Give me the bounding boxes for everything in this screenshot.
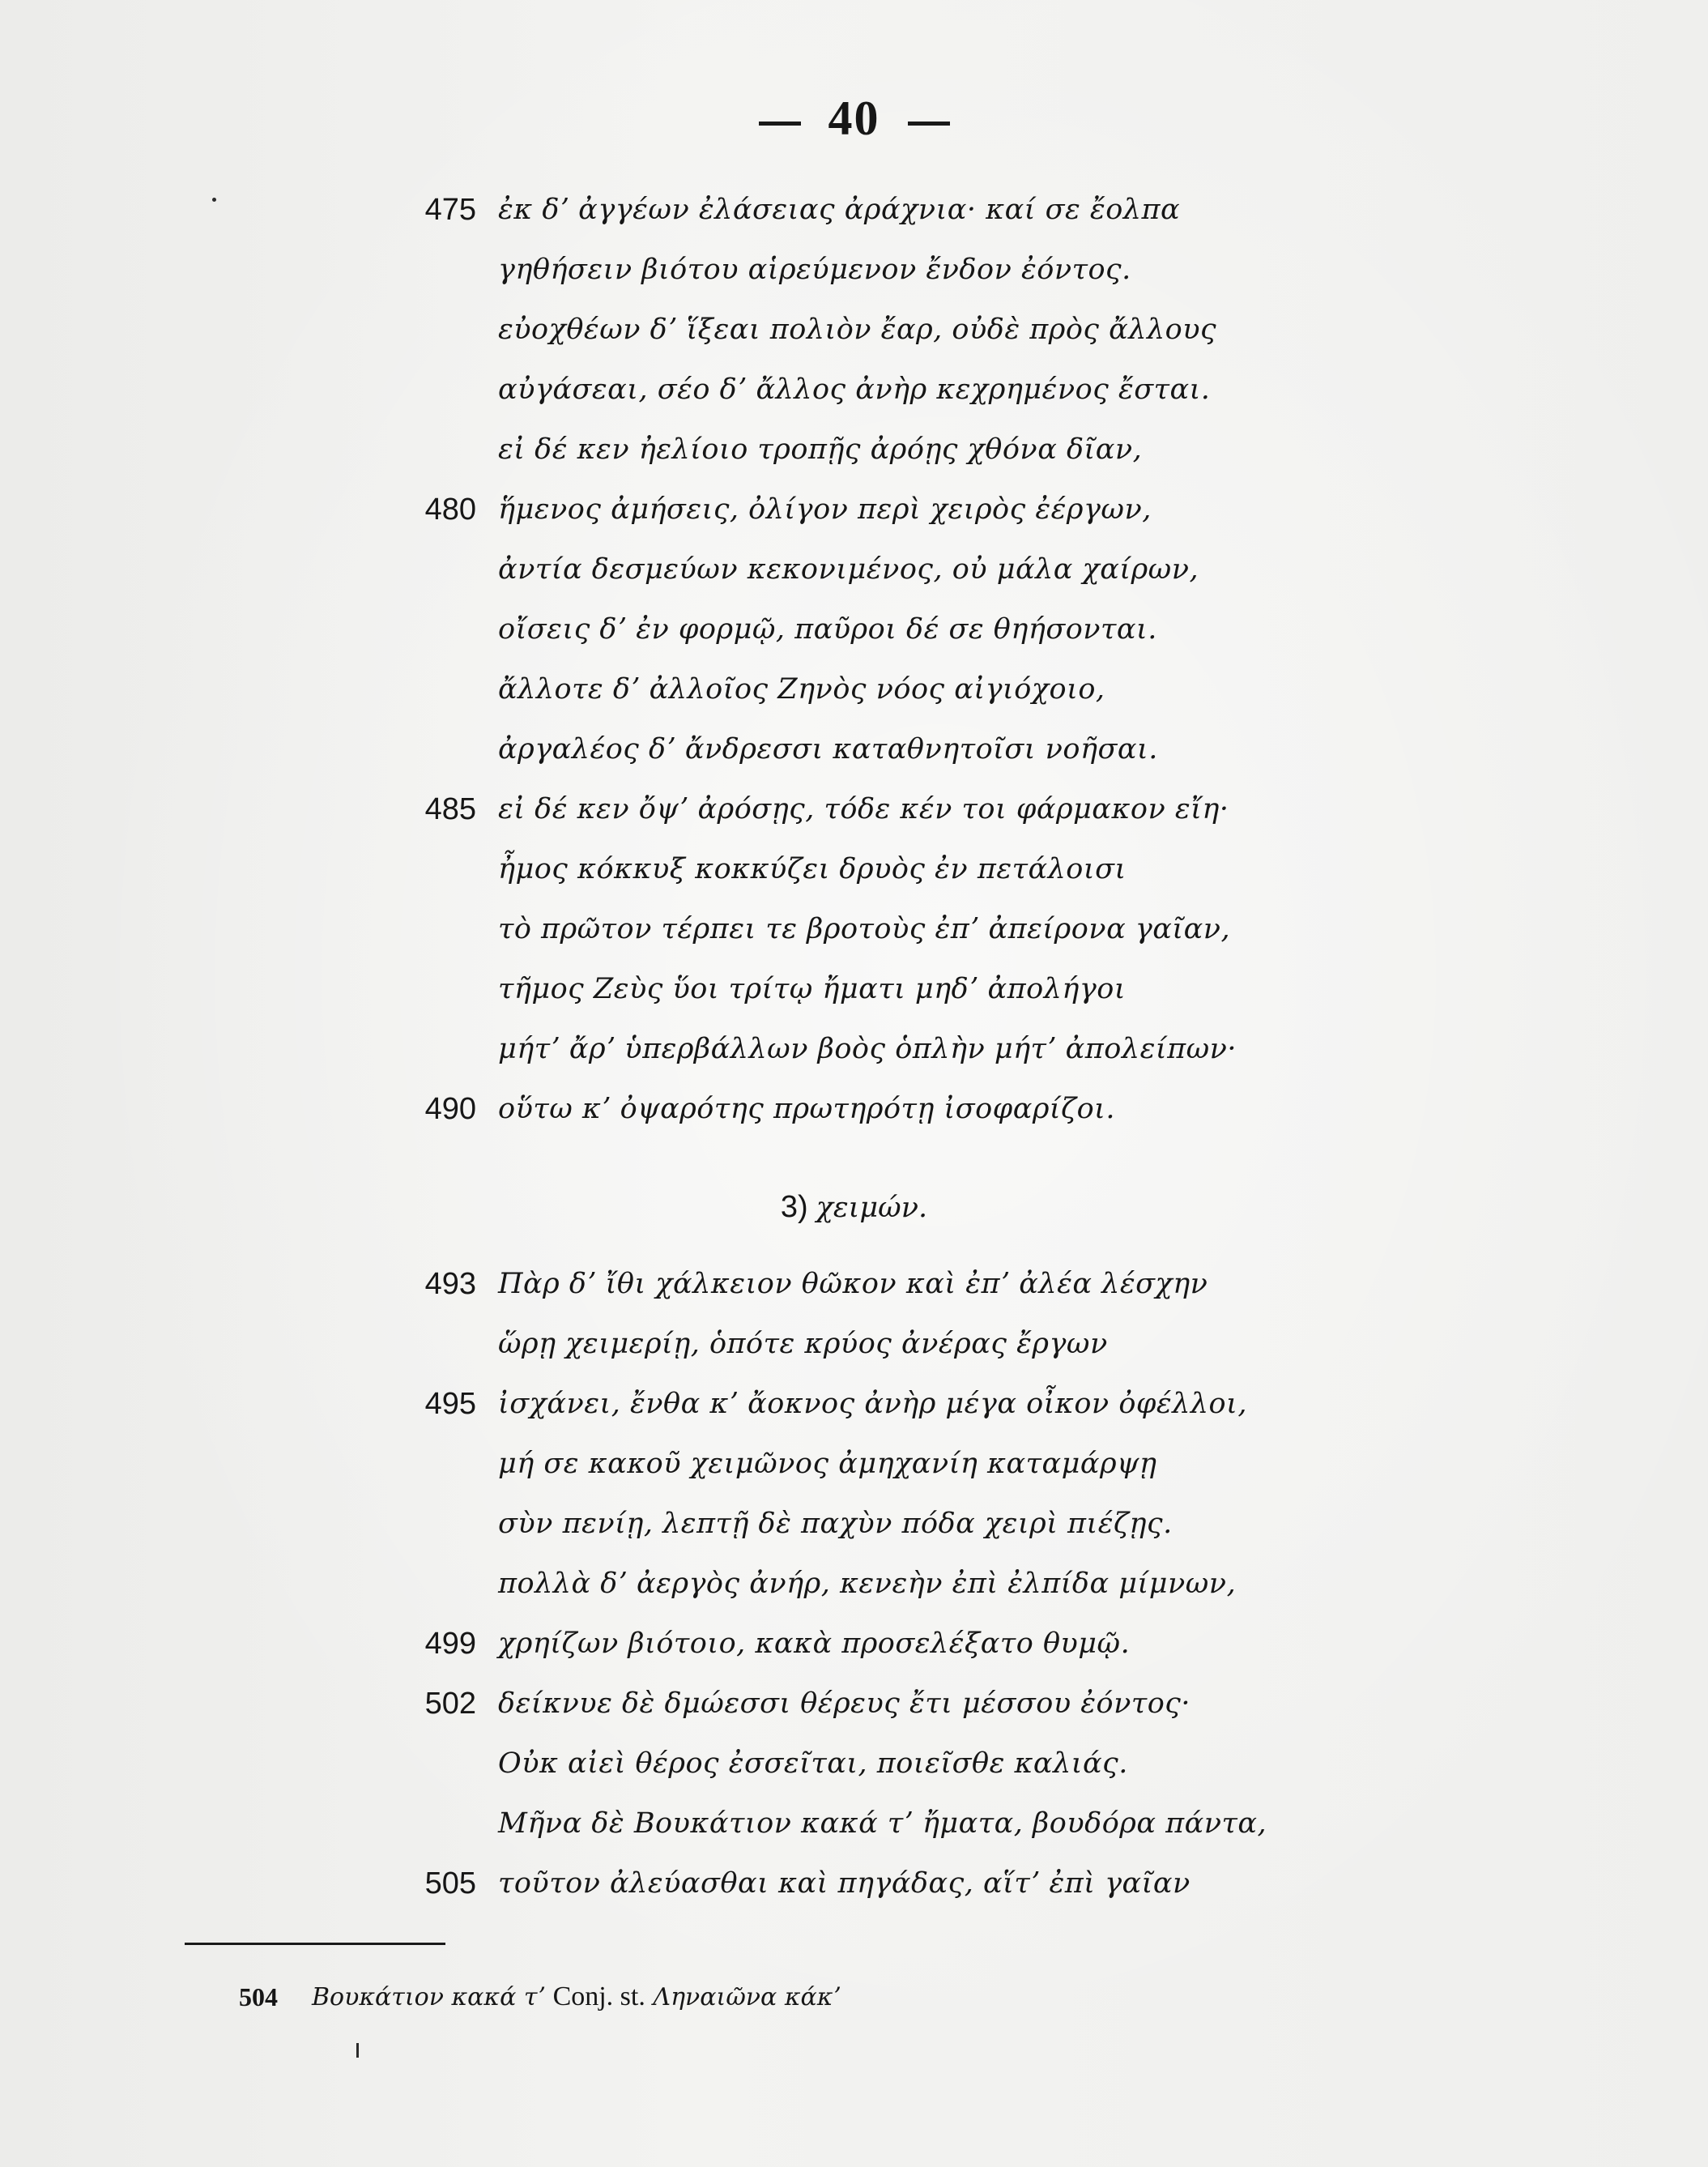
verse-text: ἦμος κόκκυξ κοκκύζει δρυὸς ἐν πετάλοισι xyxy=(498,853,1127,885)
verse-line xyxy=(0,601,1708,661)
verse-text: ἰσχάνει, ἔνθα κʼ ἄοκνος ἀνὴρ μέγα οἶκον ὀφέλλοι, xyxy=(498,1388,1247,1420)
verse-line xyxy=(0,961,1708,1021)
stray-ink-mark xyxy=(356,2043,359,2058)
verse-text: οἴσεις δʼ ἐν φορμῷ, παῦροι δέ σε θηήσονται. xyxy=(498,613,1157,646)
line-number: 485 xyxy=(424,792,476,826)
verse-line xyxy=(0,1555,1708,1615)
verse-text: Μῆνα δὲ Βουκάτιον κακά τʼ ἤματα, βουδόρα πάντα, xyxy=(498,1807,1267,1840)
verse-line xyxy=(0,841,1708,901)
verse-text: ἄλλοτε δʼ ἀλλοῖος Ζηνὸς νόος αἰγιόχοιο, xyxy=(498,673,1105,706)
footnote-number: 504 xyxy=(239,1982,278,2011)
header-dash-right xyxy=(908,122,950,126)
verse-line xyxy=(0,1495,1708,1555)
verse-text: εἰ δέ κεν ἠελίοιο τροπῇς ἀρόῃς χθόνα δῖαν, xyxy=(498,433,1143,466)
verse-text: οὕτω κʼ ὀψαρότης πρωτηρότῃ ἰσοφαρίζοι. xyxy=(498,1093,1116,1125)
verse-line xyxy=(0,721,1708,781)
verse-text: τῆμος Ζεὺς ὕοι τρίτῳ ἤματι μηδʼ ἀπολήγοι xyxy=(498,973,1127,1005)
verse-line xyxy=(0,1081,1708,1141)
verse-line xyxy=(0,481,1708,541)
verse-line xyxy=(0,1435,1708,1495)
verse-text: μή σε κακοῦ χειμῶνος ἀμηχανίη καταμάρψῃ xyxy=(498,1448,1157,1480)
verse-text: πολλὰ δʼ ἀεργὸς ἀνήρ, κενεὴν ἐπὶ ἐλπίδα μίμνων, xyxy=(498,1568,1237,1600)
stray-dot xyxy=(212,198,216,202)
verse-line xyxy=(0,301,1708,361)
line-number: 493 xyxy=(424,1267,476,1301)
verse-text: τὸ πρῶτον τέρπει τε βροτοὺς ἐπʼ ἀπείρονα γαῖαν, xyxy=(498,913,1231,945)
verse-text: Οὐκ αἰεὶ θέρος ἐσσεῖται, ποιεῖσθε καλιάς. xyxy=(498,1747,1128,1780)
verse-text: ἀντία δεσμεύων κεκονιμένος, οὐ μάλα χαίρων, xyxy=(498,553,1199,586)
footnote xyxy=(239,1979,841,2016)
verse-line xyxy=(0,1376,1708,1435)
verse-text: ἀργαλέος δʼ ἄνδρεσσι καταθνητοῖσι νοῆσαι. xyxy=(498,733,1158,766)
verse-text: σὺν πενίῃ, λεπτῇ δὲ παχὺν πόδα χειρὶ πιέζῃς. xyxy=(498,1508,1173,1540)
verse-line xyxy=(0,1615,1708,1675)
verse-line xyxy=(0,661,1708,721)
verse-text: Πὰρ δʼ ἴθι χάλκειον θῶκον καὶ ἐπʼ ἀλέα λέσχην xyxy=(498,1268,1208,1300)
verse-line xyxy=(0,1675,1708,1735)
line-number: 480 xyxy=(424,493,476,527)
verse-text: ἥμενος ἀμήσεις, ὀλίγον περὶ χειρὸς ἐέργων, xyxy=(498,493,1152,526)
verse-text: ὥρῃ χειμερίῃ, ὁπότε κρύος ἀνέρας ἔργων xyxy=(498,1328,1108,1360)
line-number: 475 xyxy=(424,193,476,227)
line-number: 505 xyxy=(424,1866,476,1900)
verse-text: δείκνυε δὲ δμώεσσι θέρευς ἔτι μέσσου ἐόντος· xyxy=(498,1687,1191,1720)
verse-line xyxy=(0,181,1708,241)
page-number: 40 xyxy=(828,92,880,145)
section-heading xyxy=(0,1187,1708,1228)
verse-line xyxy=(0,1316,1708,1376)
footnote-rule xyxy=(185,1943,445,1945)
verse-line xyxy=(0,421,1708,481)
verse-line xyxy=(0,781,1708,841)
verse-text: τοῦτον ἀλεύασθαι καὶ πηγάδας, αἵτʼ ἐπὶ γαῖαν xyxy=(498,1867,1190,1900)
verse-text: εἰ δέ κεν ὄψʼ ἀρόσῃς, τόδε κέν τοι φάρμακον εἴη· xyxy=(498,793,1229,825)
footnote-latin-note: Conj. st. xyxy=(552,1981,645,2011)
verse-text: εὐοχθέων δʼ ἵξεαι πολιὸν ἔαρ, οὐδὲ πρὸς ἄλλους xyxy=(498,314,1217,346)
verse-text: χρηίζων βιότοιο, κακὰ προσελέξατο θυμῷ. xyxy=(498,1627,1131,1660)
verse-line xyxy=(0,1855,1708,1915)
section-number: 3) xyxy=(780,1190,808,1224)
verse-line xyxy=(0,1021,1708,1081)
header-dash-left xyxy=(759,122,801,126)
page-header xyxy=(0,91,1708,147)
verse-line xyxy=(0,1795,1708,1855)
verse-text: ἐκ δʼ ἀγγέων ἐλάσειας ἀράχνια· καί σε ἔολπα xyxy=(498,194,1181,226)
verse-line xyxy=(0,361,1708,421)
verse-text: αὐγάσεαι, σέο δʼ ἄλλος ἀνὴρ κεχρημένος ἔσται. xyxy=(498,373,1211,406)
verse-text: μήτʼ ἄρʼ ὑπερβάλλων βοὸς ὁπλὴν μήτʼ ἀπολείπων· xyxy=(498,1033,1237,1065)
footnote-greek-conjecture: Ληναιῶνα κάκʼ xyxy=(653,1983,841,2011)
verse-line xyxy=(0,241,1708,301)
line-number: 502 xyxy=(424,1687,476,1721)
section-title: χειμών. xyxy=(816,1192,928,1224)
verse-text: γηθήσειν βιότου αἱρεύμενον ἔνδον ἐόντος. xyxy=(498,254,1131,286)
line-number: 499 xyxy=(424,1627,476,1661)
verse-line xyxy=(0,1256,1708,1316)
footnote-greek-reading: Βουκάτιον κακά τʼ xyxy=(312,1983,546,2011)
line-number: 490 xyxy=(424,1092,476,1126)
verse-line xyxy=(0,541,1708,601)
verse-line xyxy=(0,1735,1708,1795)
line-number: 495 xyxy=(424,1387,476,1421)
verse-line xyxy=(0,901,1708,961)
